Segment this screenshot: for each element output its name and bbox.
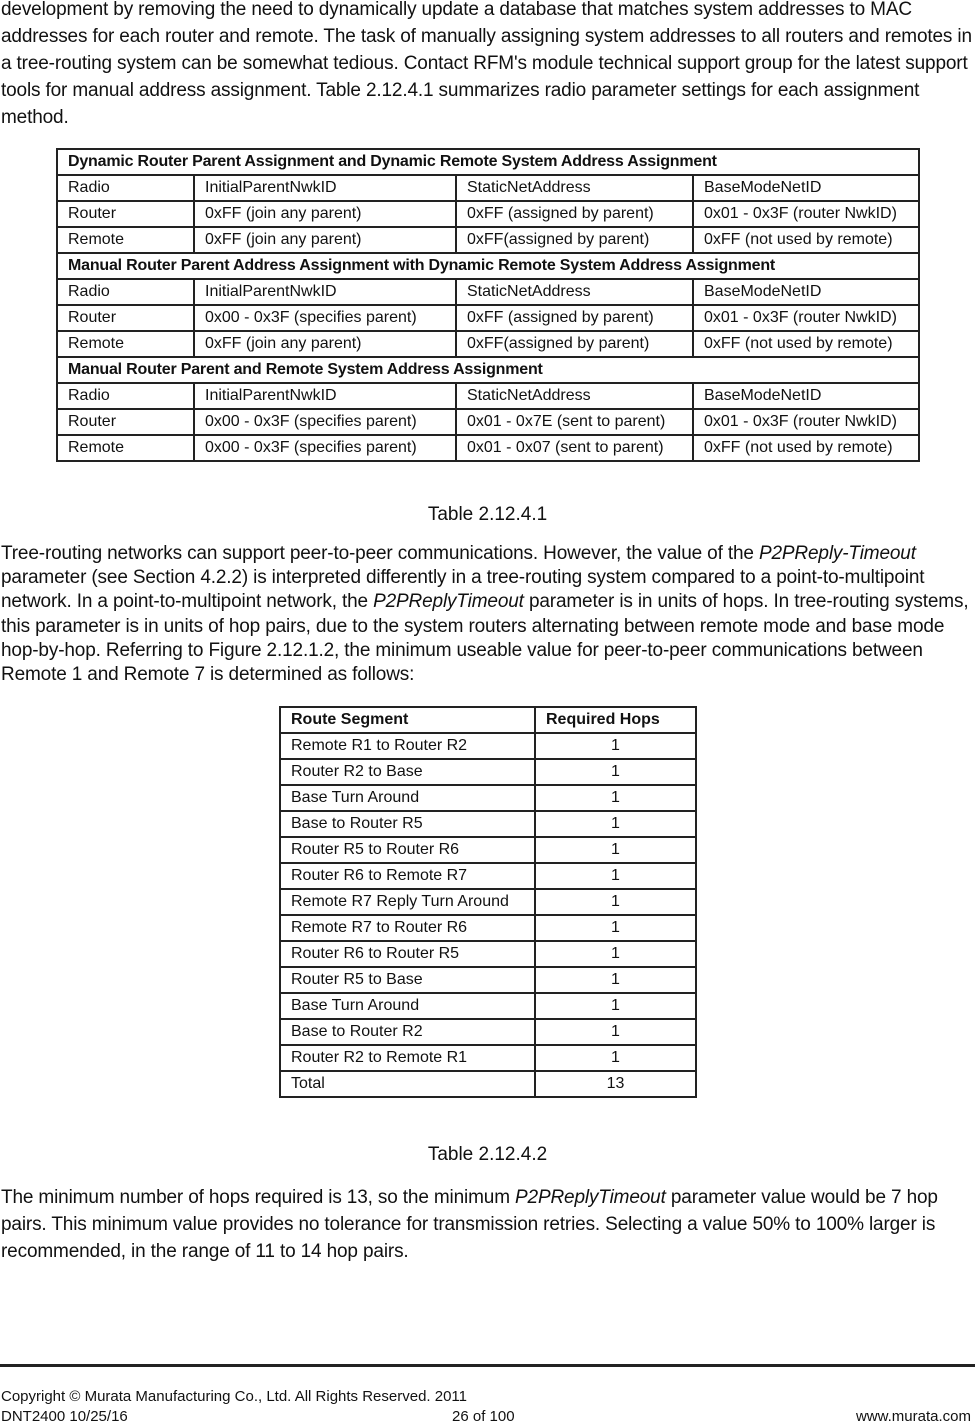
column-header: InitialParentNwkID [194, 175, 456, 201]
column-header-row [57, 279, 919, 305]
required-hops-cell: 1 [535, 785, 696, 811]
peer-to-peer-paragraph: Tree-routing networks can support peer-to-peer communications. However, the value of the P2PReply-Timeout parameter (see Section 4.2.2) is interpreted differently in a tree-routing system compared to a point-to-multipoint network. In a point-to-multipoint network, the P2PReplyTimeout parameter is in units of hops. In tree-routing systems, this parameter is in units of hop pairs, due to the system routers alternating between remote mode and base mode hop-by-hop. Referring to Figure 2.12.1.2, the minimum useable value for peer-to-peer communications between Remote 1 and Remote 7 is determined as follows: [1, 543, 969, 686]
column-header-row [280, 707, 696, 733]
table-cell: 0xFF(assigned by parent) [456, 227, 693, 253]
table-row [280, 1019, 696, 1045]
table-row [280, 967, 696, 993]
column-header-row [57, 383, 919, 409]
table-cell: 0xFF (assigned by parent) [456, 201, 693, 227]
minimum-timeout-paragraph: The minimum number of hops required is 13, so the minimum P2PReplyTimeout parameter value would be 7 hop pairs. This minimum value provides no tolerance for transmission retries. Selecting a value 50% to 100% larger is recommended, in the range of 11 to 14 hop pairs. [1, 1187, 938, 1262]
column-header: InitialParentNwkID [194, 383, 456, 409]
column-header: Radio [57, 383, 194, 409]
table-cell: 0x01 - 0x07 (sent to parent) [456, 435, 693, 461]
route-segment-cell: Router R6 to Router R5 [280, 941, 535, 967]
table-cell: Remote [57, 435, 194, 461]
table-cell: 0x00 - 0x3F (specifies parent) [194, 435, 456, 461]
required-hops-cell: 1 [535, 811, 696, 837]
route-segment-cell: Remote R1 to Router R2 [280, 733, 535, 759]
hop-count-table [279, 706, 697, 1098]
table-row [57, 201, 919, 227]
required-hops-cell: 1 [535, 733, 696, 759]
required-hops-cell: 1 [535, 863, 696, 889]
table-cell: 0xFF (join any parent) [194, 331, 456, 357]
table-row [57, 409, 919, 435]
p2p-reply-timeout-term: P2PReplyTimeout [515, 1187, 666, 1208]
route-segment-cell: Router R5 to Router R6 [280, 837, 535, 863]
route-segment-cell: Base Turn Around [280, 993, 535, 1019]
table-row [57, 305, 919, 331]
column-header: StaticNetAddress [456, 175, 693, 201]
section-title-row [57, 357, 919, 383]
required-hops-cell: 1 [535, 889, 696, 915]
table-row [280, 889, 696, 915]
table-row [280, 941, 696, 967]
column-header-row [57, 175, 919, 201]
table-cell: Remote [57, 331, 194, 357]
table-cell: 0x01 - 0x3F (router NwkID) [693, 305, 919, 331]
table-row [280, 993, 696, 1019]
column-header: Radio [57, 175, 194, 201]
footer-page-number: 26 of 100 [452, 1408, 515, 1425]
section-title-row [57, 253, 919, 279]
table-cell: 0xFF (join any parent) [194, 201, 456, 227]
route-segment-cell: Total [280, 1071, 535, 1097]
table-row [280, 915, 696, 941]
p2p-reply-timeout-term: P2PReply-Timeout [758, 543, 916, 564]
table-row [280, 863, 696, 889]
column-header: Route Segment [280, 707, 535, 733]
required-hops-cell: 13 [535, 1071, 696, 1097]
required-hops-cell: 1 [535, 915, 696, 941]
column-header: Radio [57, 279, 194, 305]
table-row [57, 331, 919, 357]
table-row [280, 837, 696, 863]
table-cell: 0xFF (not used by remote) [693, 435, 919, 461]
section-title: Manual Router Parent and Remote System Address Assignment [57, 357, 919, 383]
table-cell: 0xFF (not used by remote) [693, 227, 919, 253]
footer-divider [0, 1364, 975, 1367]
route-segment-cell: Remote R7 Reply Turn Around [280, 889, 535, 915]
footer-doc-id: DNT2400 10/25/16 [1, 1408, 128, 1425]
table-cell: 0x00 - 0x3F (specifies parent) [194, 305, 456, 331]
required-hops-cell: 1 [535, 759, 696, 785]
required-hops-cell: 1 [535, 1045, 696, 1071]
table-cell: 0xFF (assigned by parent) [456, 305, 693, 331]
table-row [280, 733, 696, 759]
route-segment-cell: Router R6 to Remote R7 [280, 863, 535, 889]
column-header: InitialParentNwkID [194, 279, 456, 305]
route-segment-cell: Remote R7 to Router R6 [280, 915, 535, 941]
table-row [280, 785, 696, 811]
table-row [280, 759, 696, 785]
table-cell: 0xFF (not used by remote) [693, 331, 919, 357]
column-header: BaseModeNetID [693, 279, 919, 305]
table-cell: 0x00 - 0x3F (specifies parent) [194, 409, 456, 435]
table-row [57, 435, 919, 461]
section-title: Manual Router Parent Address Assignment with Dynamic Remote System Address Assignment [57, 253, 919, 279]
table-cell: Router [57, 201, 194, 227]
required-hops-cell: 1 [535, 837, 696, 863]
p2p-reply-timeout-term: P2PReplyTimeout [373, 591, 524, 613]
column-header: StaticNetAddress [456, 383, 693, 409]
table-cell: 0x01 - 0x3F (router NwkID) [693, 201, 919, 227]
total-row [280, 1071, 696, 1097]
route-segment-cell: Base Turn Around [280, 785, 535, 811]
table-cell: 0xFF (join any parent) [194, 227, 456, 253]
table-cell: 0xFF(assigned by parent) [456, 331, 693, 357]
route-segment-cell: Base to Router R2 [280, 1019, 535, 1045]
required-hops-cell: 1 [535, 967, 696, 993]
column-header: StaticNetAddress [456, 279, 693, 305]
required-hops-cell: 1 [535, 941, 696, 967]
section-title-row [57, 149, 919, 175]
footer-copyright: Copyright © Murata Manufacturing Co., Ltd. All Rights Reserved. 2011 [1, 1388, 468, 1405]
table-cell: Router [57, 305, 194, 331]
table-caption-1: Table 2.12.4.1 [427, 504, 548, 525]
table-cell: 0x01 - 0x3F (router NwkID) [693, 409, 919, 435]
required-hops-cell: 1 [535, 993, 696, 1019]
table-row [280, 1045, 696, 1071]
table-caption-2: Table 2.12.4.2 [427, 1144, 548, 1165]
radio-parameter-table [56, 148, 920, 462]
footer-website: www.murata.com [855, 1408, 971, 1425]
section-title: Dynamic Router Parent Assignment and Dynamic Remote System Address Assignment [57, 149, 919, 175]
table-row [57, 227, 919, 253]
route-segment-cell: Router R2 to Base [280, 759, 535, 785]
route-segment-cell: Router R5 to Base [280, 967, 535, 993]
route-segment-cell: Router R2 to Remote R1 [280, 1045, 535, 1071]
intro-paragraph: development by removing the need to dynamically update a database that matches system addresses to MAC addresses for each router and remote. The task of manually assigning system addresses to all routers and remotes in a tree-routing system can be somewhat tedious. Contact RFM's module technical support group for the latest support tools for manual address assignment. Table 2.12.4.1 summarizes radio parameter settings for each assignment method. [1, 0, 972, 128]
column-header: Required Hops [535, 707, 696, 733]
route-segment-cell: Base to Router R5 [280, 811, 535, 837]
table-row [280, 811, 696, 837]
required-hops-cell: 1 [535, 1019, 696, 1045]
table-cell: Router [57, 409, 194, 435]
table-cell: Remote [57, 227, 194, 253]
table-cell: 0x01 - 0x7E (sent to parent) [456, 409, 693, 435]
column-header: BaseModeNetID [693, 175, 919, 201]
column-header: BaseModeNetID [693, 383, 919, 409]
